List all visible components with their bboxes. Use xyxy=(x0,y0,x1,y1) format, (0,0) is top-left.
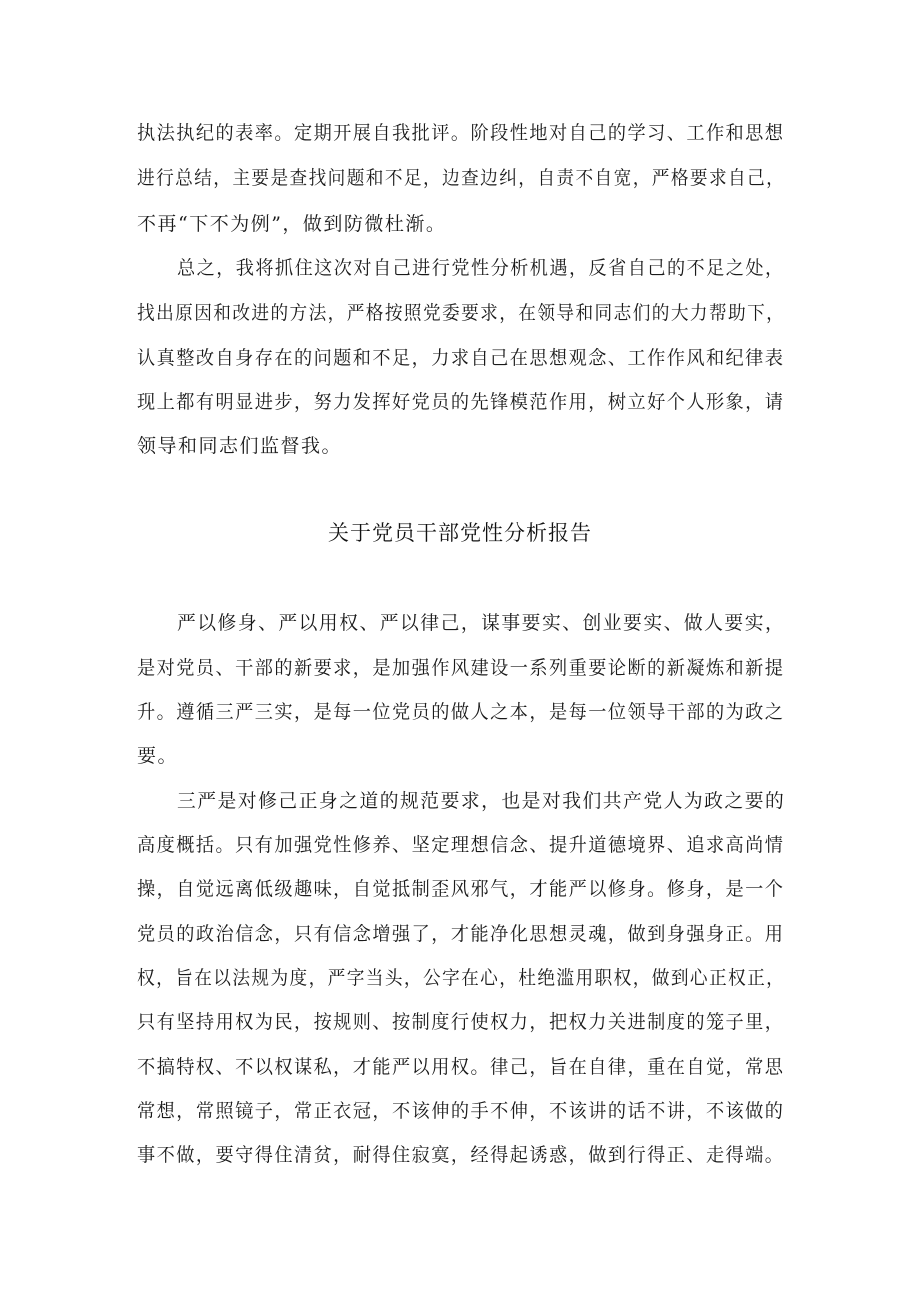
paragraph-line: 现上都有明显进步，努力发挥好党员的先锋模范作用，树立好个人形象，请 xyxy=(137,391,785,413)
paragraph-line: 升。遵循三严三实，是每一位党员的做人之本，是每一位领导干部的为政之 xyxy=(137,701,785,723)
paragraph-line: 找出原因和改进的方法，严格按照党委要求，在领导和同志们的大力帮助下， xyxy=(137,302,786,324)
paragraph-line: 要。 xyxy=(137,745,179,767)
paragraph-line: 认真整改自身存在的问题和不足，力求自己在思想观念、工作作风和纪律表 xyxy=(137,347,785,369)
paragraph-line: 高度概括。只有加强党性修养、坚定理想信念、提升道德境界、追求高尚情 xyxy=(137,834,785,856)
paragraph-line: 常想，常照镜子，常正衣冠，不该伸的手不伸，不该讲的话不讲，不该做的 xyxy=(137,1100,785,1122)
paragraph-line: 权，旨在以法规为度，严字当头，公字在心，杜绝滥用职权，做到心正权正， xyxy=(137,967,786,989)
paragraph-line: 事不做，要守得住清贫，耐得住寂寞，经得起诱惑，做到行得正、走得端。 xyxy=(137,1144,785,1166)
paragraph-line: 不搞特权、不以权谋私，才能严以用权。律己，旨在自律，重在自觉，常思 xyxy=(137,1056,785,1078)
paragraph-line: 领导和同志们监督我。 xyxy=(137,435,343,457)
report-title: 关于党员干部党性分析报告 xyxy=(328,521,592,545)
paragraph-line: 总之，我将抓住这次对自己进行党性分析机遇，反省自己的不足之处， xyxy=(177,257,785,279)
paragraph-line: 三严是对修己正身之道的规范要求，也是对我们共产党人为政之要的 xyxy=(177,790,786,812)
paragraph-line: 严以修身、严以用权、严以律己，谋事要实、创业要实、做人要实， xyxy=(177,612,786,634)
paragraph-line: 是对党员、干部的新要求，是加强作风建设一系列重要论断的新凝炼和新提 xyxy=(137,657,785,679)
paragraph-line: 执法执纪的表率。定期开展自我批评。阶段性地对自己的学习、工作和思想 xyxy=(137,122,785,144)
paragraph-line: 进行总结，主要是查找问题和不足，边查边纠，自责不自宽，严格要求自己， xyxy=(137,167,786,189)
paragraph-line: 不再“下不为例”，做到防微杜渐。 xyxy=(137,213,447,235)
paragraph-line: 操，自觉远离低级趣味，自觉抵制歪风邪气，才能严以修身。修身，是一个 xyxy=(137,878,785,900)
paragraph-line: 党员的政治信念，只有信念增强了，才能净化思想灵魂，做到身强身正。用 xyxy=(137,923,785,945)
paragraph-line: 只有坚持用权为民，按规则、按制度行使权力，把权力关进制度的笼子里， xyxy=(137,1011,785,1033)
